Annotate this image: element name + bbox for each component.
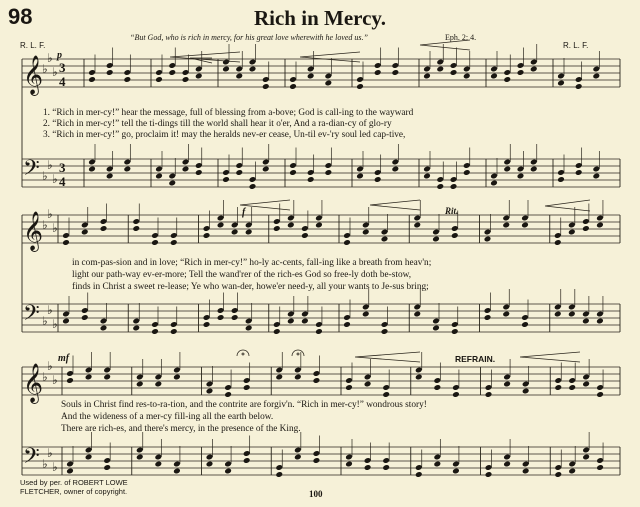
treble-clef: 𝄞 — [23, 55, 44, 95]
note-head — [151, 328, 159, 335]
note-head — [301, 232, 309, 239]
note-head — [315, 328, 323, 335]
note-head — [124, 166, 132, 173]
note-head — [155, 381, 163, 388]
note-head — [503, 166, 511, 173]
note-head — [62, 318, 70, 325]
note-head — [289, 169, 297, 176]
note-head — [593, 73, 601, 80]
flat-sign: ♭ — [42, 62, 48, 76]
bass-clef: 𝄢 — [23, 156, 40, 186]
note-head — [262, 83, 270, 90]
note-head — [517, 69, 525, 76]
note-head — [231, 314, 239, 321]
note-head — [490, 180, 498, 187]
note-head — [434, 461, 442, 468]
note-head — [593, 173, 601, 180]
hymn-number: 98 — [8, 4, 33, 29]
note-head — [168, 69, 176, 76]
bass-clef: 𝄢 — [23, 444, 40, 474]
note-head — [325, 169, 333, 176]
page-number: 100 — [309, 489, 323, 499]
note-head — [392, 69, 400, 76]
note-head — [66, 377, 74, 384]
bass-clef: 𝄢 — [23, 301, 40, 331]
note-head — [136, 381, 144, 388]
note-head — [100, 225, 108, 232]
note-head — [294, 454, 302, 461]
flat-sign: ♭ — [47, 359, 53, 373]
note-head — [554, 311, 562, 318]
note-head — [484, 236, 492, 243]
note-head — [136, 454, 144, 461]
note-head — [356, 173, 364, 180]
note-head — [575, 169, 583, 176]
note-head — [173, 374, 181, 381]
note-head — [235, 169, 243, 176]
note-head — [103, 464, 111, 471]
note-head — [206, 388, 214, 395]
note-head — [568, 311, 576, 318]
note-head — [450, 69, 458, 76]
note-head — [362, 229, 370, 236]
note-head — [557, 176, 565, 183]
note-head — [88, 76, 96, 83]
note-head — [596, 391, 604, 398]
note-head — [168, 180, 176, 187]
note-head — [415, 471, 423, 478]
note-head — [557, 80, 565, 87]
scripture-quote: “But God, who is rich in mercy, for his great love wherewith he loved us.” — [130, 33, 368, 42]
note-head — [530, 166, 538, 173]
note-head — [66, 468, 74, 475]
note-head — [484, 314, 492, 321]
note-head — [374, 176, 382, 183]
fermata-dot — [242, 353, 244, 355]
crescendo-hairpin — [520, 352, 580, 362]
note-head — [132, 225, 140, 232]
crescendo-hairpin — [240, 200, 290, 210]
note-head — [81, 229, 89, 236]
note-head — [345, 384, 353, 391]
note-head — [436, 183, 444, 190]
note-head — [294, 374, 302, 381]
time-signature-top: 3 — [59, 60, 66, 75]
crescendo-hairpin — [370, 200, 420, 210]
note-head — [132, 325, 140, 332]
note-head — [451, 328, 459, 335]
note-head — [432, 325, 440, 332]
note-head — [155, 173, 163, 180]
note-head — [521, 321, 529, 328]
hymn-title: Rich in Mercy. — [253, 6, 386, 30]
note-head — [381, 236, 389, 243]
note-head — [568, 468, 576, 475]
note-head — [582, 318, 590, 325]
note-head — [325, 80, 333, 87]
note-head — [170, 328, 178, 335]
note-head — [382, 464, 390, 471]
note-head — [436, 66, 444, 73]
lyric-s2-verse2: light our path-way ev-er-more; Tell the wand'rer of the rich-es God so free-ly doth be-stow, — [72, 270, 412, 280]
note-head — [463, 73, 471, 80]
note-head — [374, 69, 382, 76]
treble-clef: 𝄞 — [23, 211, 44, 251]
note-head — [381, 328, 389, 335]
note-head — [85, 374, 93, 381]
flat-sign: ♭ — [42, 370, 48, 384]
note-head — [106, 69, 114, 76]
ritardando-mark: Rit. — [445, 206, 459, 216]
expression-marks — [170, 40, 590, 362]
note-head — [432, 236, 440, 243]
author-initials-left: R. L. F. — [20, 41, 46, 50]
lyric-s2-verse3: finds in Christ a sweet re-lease; Ye who wan-der, howe'er need-y, all your wants to Je-sus bring; — [72, 282, 429, 292]
note-head — [222, 176, 230, 183]
lyric-s1-verse3: 3. “Rich in mer-cy!” go, proclaim it! may the heralds nev-er cease, Un-til ev-'ry soul led cap-tive, — [43, 130, 406, 140]
flat-sign: ♭ — [52, 373, 58, 387]
time-signature-bottom: 4 — [59, 74, 66, 89]
note-head — [596, 464, 604, 471]
note-head — [356, 83, 364, 90]
note-head — [582, 381, 590, 388]
note-head — [450, 183, 458, 190]
note-head — [307, 176, 315, 183]
refrain-label: REFRAIN. — [455, 354, 496, 364]
flat-sign: ♭ — [42, 457, 48, 471]
flat-sign: ♭ — [47, 51, 53, 65]
note-head — [315, 222, 323, 229]
note-head — [392, 166, 400, 173]
note-head — [313, 377, 321, 384]
note-head — [243, 384, 251, 391]
flat-sign: ♭ — [47, 158, 53, 172]
time-signature-bottom: 4 — [59, 174, 66, 189]
note-head — [103, 374, 111, 381]
note-head — [503, 461, 511, 468]
lyric-s3-line3: There are rich-es, and there's mercy, in the presence of the King. — [61, 424, 301, 434]
note-head — [231, 229, 239, 236]
scripture-reference: Eph. 2: 4. — [445, 33, 477, 42]
note-head — [568, 384, 576, 391]
note-head — [275, 374, 283, 381]
note-head — [451, 232, 459, 239]
crescendo-hairpin — [300, 52, 360, 62]
treble-clef: 𝄞 — [23, 363, 44, 403]
flat-sign: ♭ — [42, 314, 48, 328]
note-head — [124, 76, 132, 83]
note-head — [85, 454, 93, 461]
note-head — [203, 232, 211, 239]
note-head — [262, 166, 270, 173]
note-head — [100, 325, 108, 332]
note-head — [88, 166, 96, 173]
note-head — [182, 76, 190, 83]
note-head — [249, 183, 257, 190]
note-head — [345, 461, 353, 468]
note-head — [273, 328, 281, 335]
composer-initials-right: R. L. F. — [563, 41, 589, 50]
copyright-credit — [20, 478, 128, 496]
note-head — [596, 222, 604, 229]
note-head — [170, 239, 178, 246]
note-head — [62, 239, 70, 246]
note-head — [195, 169, 203, 176]
flat-sign: ♭ — [42, 218, 48, 232]
note-head — [575, 83, 583, 90]
note-head — [245, 325, 253, 332]
flat-sign: ♭ — [52, 172, 58, 186]
flat-sign: ♭ — [52, 317, 58, 331]
note-head — [173, 468, 181, 475]
note-head — [452, 468, 460, 475]
note-head — [503, 76, 511, 83]
note-head — [245, 229, 253, 236]
note-head — [485, 391, 493, 398]
flat-sign: ♭ — [52, 221, 58, 235]
crescendo-hairpin — [170, 52, 240, 62]
note-head — [203, 321, 211, 328]
note-head — [502, 222, 510, 229]
lyric-s3-line1: Souls in Christ find res-to-ra-tion, and the contrite are forgiv'n. “Rich in mer-cy!” wondrous story! — [61, 400, 427, 410]
note-head — [521, 222, 529, 229]
dynamic-mezzo-forte: mf — [58, 353, 70, 364]
time-signature-top: 3 — [59, 160, 66, 175]
crescendo-hairpin — [545, 200, 590, 211]
flat-sign: ♭ — [47, 303, 53, 317]
note-head — [222, 66, 230, 73]
note-head — [206, 461, 214, 468]
note-head — [287, 318, 295, 325]
dynamic-forte: f — [242, 207, 246, 218]
flat-sign: ♭ — [47, 207, 53, 221]
note-head — [155, 76, 163, 83]
note-head — [452, 391, 460, 398]
note-head — [155, 461, 163, 468]
note-head — [485, 471, 493, 478]
note-head — [522, 468, 530, 475]
note-head — [195, 73, 203, 80]
lyric-s2-verse1: in com-pas-sion and in love; “Rich in mer-cy!” ho-ly ac-cents, fall-ing like a breath from heav'n; — [72, 258, 432, 268]
copyright-line-1: Used by per. of ROBERT LOWE — [20, 478, 128, 487]
note-head — [434, 384, 442, 391]
note-head — [249, 66, 257, 73]
flat-sign: ♭ — [42, 169, 48, 183]
note-head — [313, 457, 321, 464]
note-head — [217, 222, 225, 229]
note-head — [502, 311, 510, 318]
note-head — [182, 166, 190, 173]
note-head — [423, 73, 431, 80]
copyright-line-2: FLETCHER, owner of copyright. — [20, 487, 128, 496]
note-head — [413, 311, 421, 318]
note-head — [301, 318, 309, 325]
note-head — [343, 321, 351, 328]
lyric-s1-verse2: 2. “Rich in mer-cy!” tell the ti-dings till the world shall hear it o'er, And a ra-dian-cy of glo-ry — [43, 119, 392, 129]
note-head — [463, 169, 471, 176]
note-head — [522, 388, 530, 395]
clefs — [23, 55, 43, 474]
note-head — [151, 239, 159, 246]
note-head — [273, 225, 281, 232]
lyric-s1-verse1: 1. “Rich in mer-cy!” hear the message, full of blessing from a-bove; God is call-ing to the wayward — [43, 108, 414, 118]
note-head — [382, 391, 390, 398]
note-head — [413, 222, 421, 229]
note-head — [415, 374, 423, 381]
note-head — [554, 239, 562, 246]
note-head — [287, 222, 295, 229]
note-head — [364, 381, 372, 388]
note-head — [596, 318, 604, 325]
fermata-dot — [297, 353, 299, 355]
note-head — [554, 471, 562, 478]
note-head — [568, 229, 576, 236]
note-head — [243, 457, 251, 464]
crescendo-hairpin — [420, 40, 470, 50]
lyric-s3-line2: And the wideness of a mer-cy fill-ing all the earth below. — [61, 412, 274, 422]
note-head — [362, 311, 370, 318]
note-head — [224, 468, 232, 475]
note-head — [530, 66, 538, 73]
dynamic-piano: p — [57, 50, 62, 61]
note-head — [307, 73, 315, 80]
note-head — [217, 314, 225, 321]
note-head — [490, 73, 498, 80]
note-head — [81, 314, 89, 321]
note-head — [503, 381, 511, 388]
flat-sign: ♭ — [52, 65, 58, 79]
note-head — [275, 471, 283, 478]
note-head — [106, 173, 114, 180]
note-head — [235, 73, 243, 80]
note-head — [224, 391, 232, 398]
note-head — [343, 239, 351, 246]
note-head — [289, 83, 297, 90]
flat-sign: ♭ — [47, 446, 53, 460]
note-head — [554, 384, 562, 391]
note-head — [582, 225, 590, 232]
note-head — [582, 454, 590, 461]
note-head — [517, 173, 525, 180]
note-head — [364, 464, 372, 471]
flat-sign: ♭ — [52, 460, 58, 474]
note-head — [423, 173, 431, 180]
crescendo-hairpin — [355, 352, 420, 362]
